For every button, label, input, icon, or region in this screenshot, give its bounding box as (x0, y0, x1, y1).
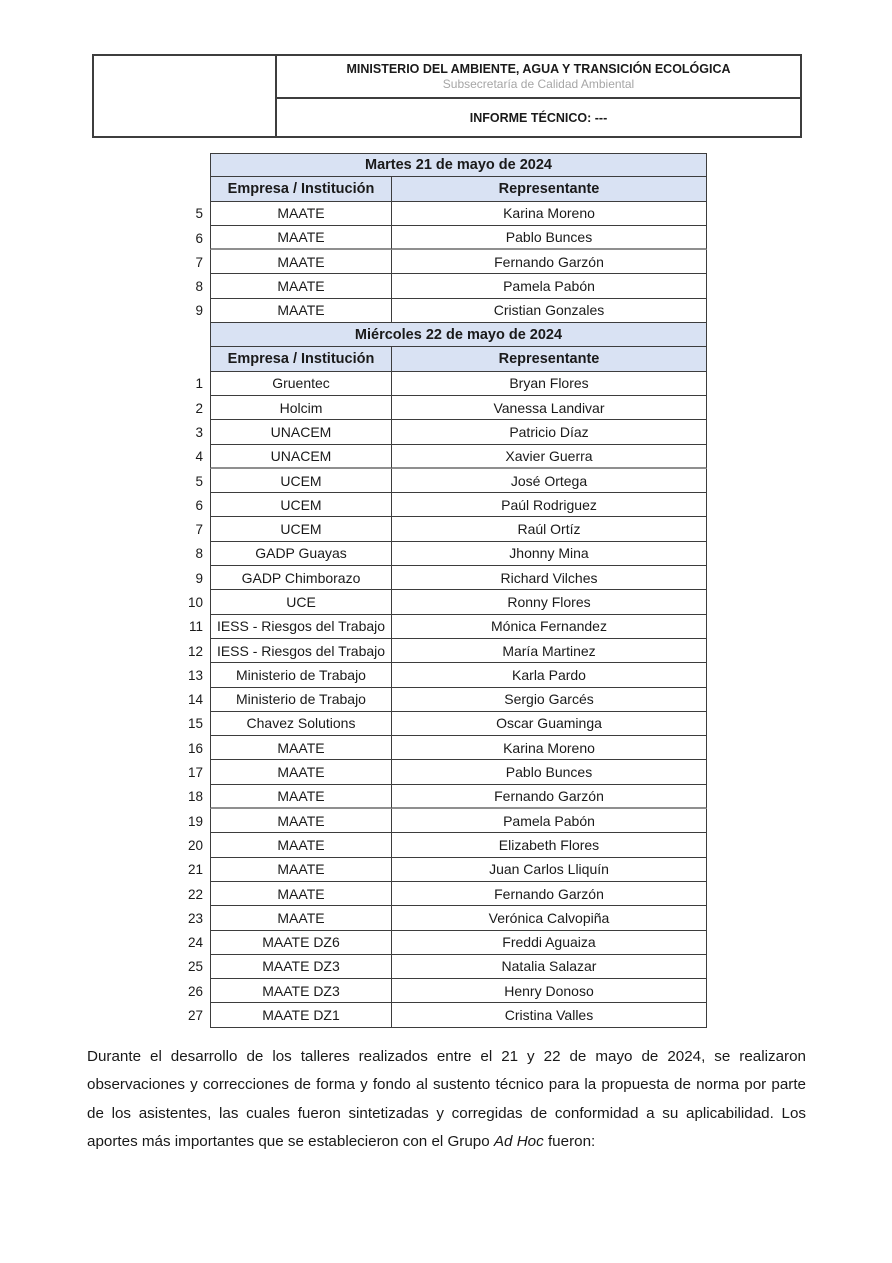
representante-cell: Pamela Pabón (392, 274, 707, 298)
representante-cell: Richard Vilches (392, 566, 707, 590)
ministry-title: MINISTERIO DEL AMBIENTE, AGUA Y TRANSICIÓN ECOLÓGICA (346, 62, 731, 76)
empresa-cell: MAATE (210, 202, 392, 226)
empresa-cell: UCEM (210, 493, 392, 517)
row-number: 19 (187, 813, 203, 829)
date-header-row (184, 323, 707, 347)
row-number: 8 (195, 546, 203, 562)
row-number: 9 (195, 570, 203, 586)
empresa-cell: Chavez Solutions (210, 712, 392, 736)
table-row (184, 663, 707, 687)
table-row (184, 250, 707, 274)
table-row (184, 833, 707, 857)
row-number: 10 (187, 594, 203, 610)
table-row (184, 372, 707, 396)
table-row (184, 517, 707, 541)
row-number: 12 (187, 643, 203, 659)
representante-cell: Pamela Pabón (392, 809, 707, 833)
representante-cell: Raúl Ortíz (392, 517, 707, 541)
empresa-cell: MAATE (210, 299, 392, 323)
empresa-cell: Ministerio de Trabajo (210, 688, 392, 712)
row-number: 24 (187, 935, 203, 951)
empresa-cell: UCE (210, 590, 392, 614)
table-row (184, 785, 707, 809)
representante-cell: Fernando Garzón (392, 882, 707, 906)
row-number: 7 (195, 254, 203, 270)
table-row (184, 396, 707, 420)
table-row (184, 274, 707, 298)
table-row (184, 979, 707, 1003)
row-number: 1 (195, 376, 203, 392)
table-row (184, 736, 707, 760)
representante-cell: Fernando Garzón (392, 250, 707, 274)
empresa-cell: MAATE (210, 882, 392, 906)
empresa-column-header: Empresa / Institución (210, 177, 392, 201)
empresa-cell: Gruentec (210, 372, 392, 396)
empresa-cell: MAATE (210, 858, 392, 882)
row-number: 26 (187, 983, 203, 999)
representante-cell: Verónica Calvopiña (392, 906, 707, 930)
row-number: 27 (187, 1008, 203, 1024)
column-header-row (184, 347, 707, 371)
row-number: 6 (195, 230, 203, 246)
representante-cell: Natalia Salazar (392, 955, 707, 979)
row-number: 20 (187, 837, 203, 853)
representante-cell: Juan Carlos Lliquín (392, 858, 707, 882)
empresa-cell: GADP Chimborazo (210, 566, 392, 590)
row-number: 4 (195, 449, 203, 465)
representante-cell: Freddi Aguaiza (392, 931, 707, 955)
empresa-cell: IESS - Riesgos del Trabajo (210, 639, 392, 663)
letterhead-right (277, 56, 800, 136)
table-row (184, 226, 707, 250)
row-number: 8 (195, 279, 203, 295)
date-header: Miércoles 22 de mayo de 2024 (210, 323, 707, 347)
row-number: 2 (195, 400, 203, 416)
row-number: 15 (187, 716, 203, 732)
empresa-cell: MAATE DZ3 (210, 979, 392, 1003)
empresa-cell: Ministerio de Trabajo (210, 663, 392, 687)
table-row (184, 931, 707, 955)
row-number-spacer (184, 323, 210, 347)
logo-cell (94, 56, 277, 136)
empresa-cell: Holcim (210, 396, 392, 420)
empresa-column-header: Empresa / Institución (210, 347, 392, 371)
table-row (184, 615, 707, 639)
date-header-row (184, 153, 707, 177)
document-letterhead (92, 54, 802, 138)
representante-cell: Sergio Garcés (392, 688, 707, 712)
row-number: 7 (195, 522, 203, 538)
row-number: 11 (188, 619, 203, 635)
table-row (184, 299, 707, 323)
row-number: 21 (187, 862, 203, 878)
table-row (184, 566, 707, 590)
table-row (184, 1003, 707, 1027)
row-number: 3 (195, 424, 203, 440)
empresa-cell: MAATE (210, 250, 392, 274)
empresa-cell: MAATE (210, 809, 392, 833)
ministry-subtitle: Subsecretaría de Calidad Ambiental (442, 77, 635, 91)
empresa-cell: MAATE (210, 833, 392, 857)
empresa-cell: MAATE (210, 736, 392, 760)
empresa-cell: MAATE (210, 226, 392, 250)
paragraph-text: Durante el desarrollo de los talleres realizados entre el 21 y 22 de mayo de 2024, se realizaron observaciones y correcciones de forma y fondo al sustento técnico para la propuesta de norma por parte de los asistentes, las cuales fueron sintetizadas y corregidas de conformidad a su aplicabilidad. Los aportes más importantes que se establecieron con el Grupo (87, 1048, 806, 1151)
row-number: 5 (195, 473, 203, 489)
row-number-spacer (184, 153, 210, 177)
representante-cell: Ronny Flores (392, 590, 707, 614)
table-row (184, 542, 707, 566)
representante-cell: Pablo Bunces (392, 226, 707, 250)
table-row (184, 590, 707, 614)
empresa-cell: MAATE DZ6 (210, 931, 392, 955)
table-row (184, 639, 707, 663)
representante-cell: Oscar Guaminga (392, 712, 707, 736)
empresa-cell: IESS - Riesgos del Trabajo (210, 615, 392, 639)
table-row (184, 858, 707, 882)
row-number: 9 (195, 303, 203, 319)
representante-column-header: Representante (392, 347, 707, 371)
empresa-cell: UCEM (210, 469, 392, 493)
table-row (184, 688, 707, 712)
table-row (184, 906, 707, 930)
row-number: 13 (187, 667, 203, 683)
table-row (184, 882, 707, 906)
table-row (184, 809, 707, 833)
row-number: 16 (187, 740, 203, 756)
date-header: Martes 21 de mayo de 2024 (210, 153, 707, 177)
table-row (184, 712, 707, 736)
representante-cell: María Martinez (392, 639, 707, 663)
representante-cell: Karina Moreno (392, 202, 707, 226)
row-number: 14 (187, 692, 203, 708)
representante-cell: Xavier Guerra (392, 445, 707, 469)
table-row (184, 955, 707, 979)
representante-cell: Fernando Garzón (392, 785, 707, 809)
representante-cell: Cristian Gonzales (392, 299, 707, 323)
representante-cell: Bryan Flores (392, 372, 707, 396)
empresa-cell: MAATE (210, 785, 392, 809)
row-number: 6 (195, 497, 203, 513)
table-row (184, 445, 707, 469)
adhoc-italic-text: Ad Hoc (493, 1133, 544, 1151)
representante-cell: Pablo Bunces (392, 760, 707, 784)
empresa-cell: MAATE (210, 274, 392, 298)
empresa-cell: MAATE (210, 760, 392, 784)
row-number-spacer (184, 177, 210, 201)
report-title: INFORME TÉCNICO: --- (469, 110, 608, 125)
empresa-cell: UCEM (210, 517, 392, 541)
representante-cell: Paúl Rodriguez (392, 493, 707, 517)
attendance-table (184, 153, 707, 1028)
table-row (184, 202, 707, 226)
row-number: 22 (187, 886, 203, 902)
representante-cell: José Ortega (392, 469, 707, 493)
empresa-cell: MAATE DZ1 (210, 1003, 392, 1027)
representante-cell: Vanessa Landivar (392, 396, 707, 420)
table-row (184, 469, 707, 493)
empresa-cell: MAATE (210, 906, 392, 930)
representante-cell: Patricio Díaz (392, 420, 707, 444)
empresa-cell: UNACEM (210, 445, 392, 469)
row-number: 23 (187, 910, 203, 926)
representante-cell: Mónica Fernandez (392, 615, 707, 639)
table-row (184, 420, 707, 444)
row-number: 17 (187, 765, 203, 781)
representante-cell: Karina Moreno (392, 736, 707, 760)
empresa-cell: GADP Guayas (210, 542, 392, 566)
representante-cell: Elizabeth Flores (392, 833, 707, 857)
row-number: 5 (195, 206, 203, 222)
representante-cell: Henry Donoso (392, 979, 707, 1003)
empresa-cell: MAATE DZ3 (210, 955, 392, 979)
representante-cell: Jhonny Mina (392, 542, 707, 566)
table-row (184, 493, 707, 517)
paragraph-text: fueron: (543, 1133, 596, 1151)
table-row (184, 760, 707, 784)
body-paragraph (87, 1043, 806, 1157)
column-header-row (184, 177, 707, 201)
representante-column-header: Representante (392, 177, 707, 201)
row-number-spacer (184, 347, 210, 371)
empresa-cell: UNACEM (210, 420, 392, 444)
representante-cell: Cristina Valles (392, 1003, 707, 1027)
row-number: 18 (187, 789, 203, 805)
row-number: 25 (187, 959, 203, 975)
letterhead-title-row (277, 56, 800, 99)
representante-cell: Karla Pardo (392, 663, 707, 687)
